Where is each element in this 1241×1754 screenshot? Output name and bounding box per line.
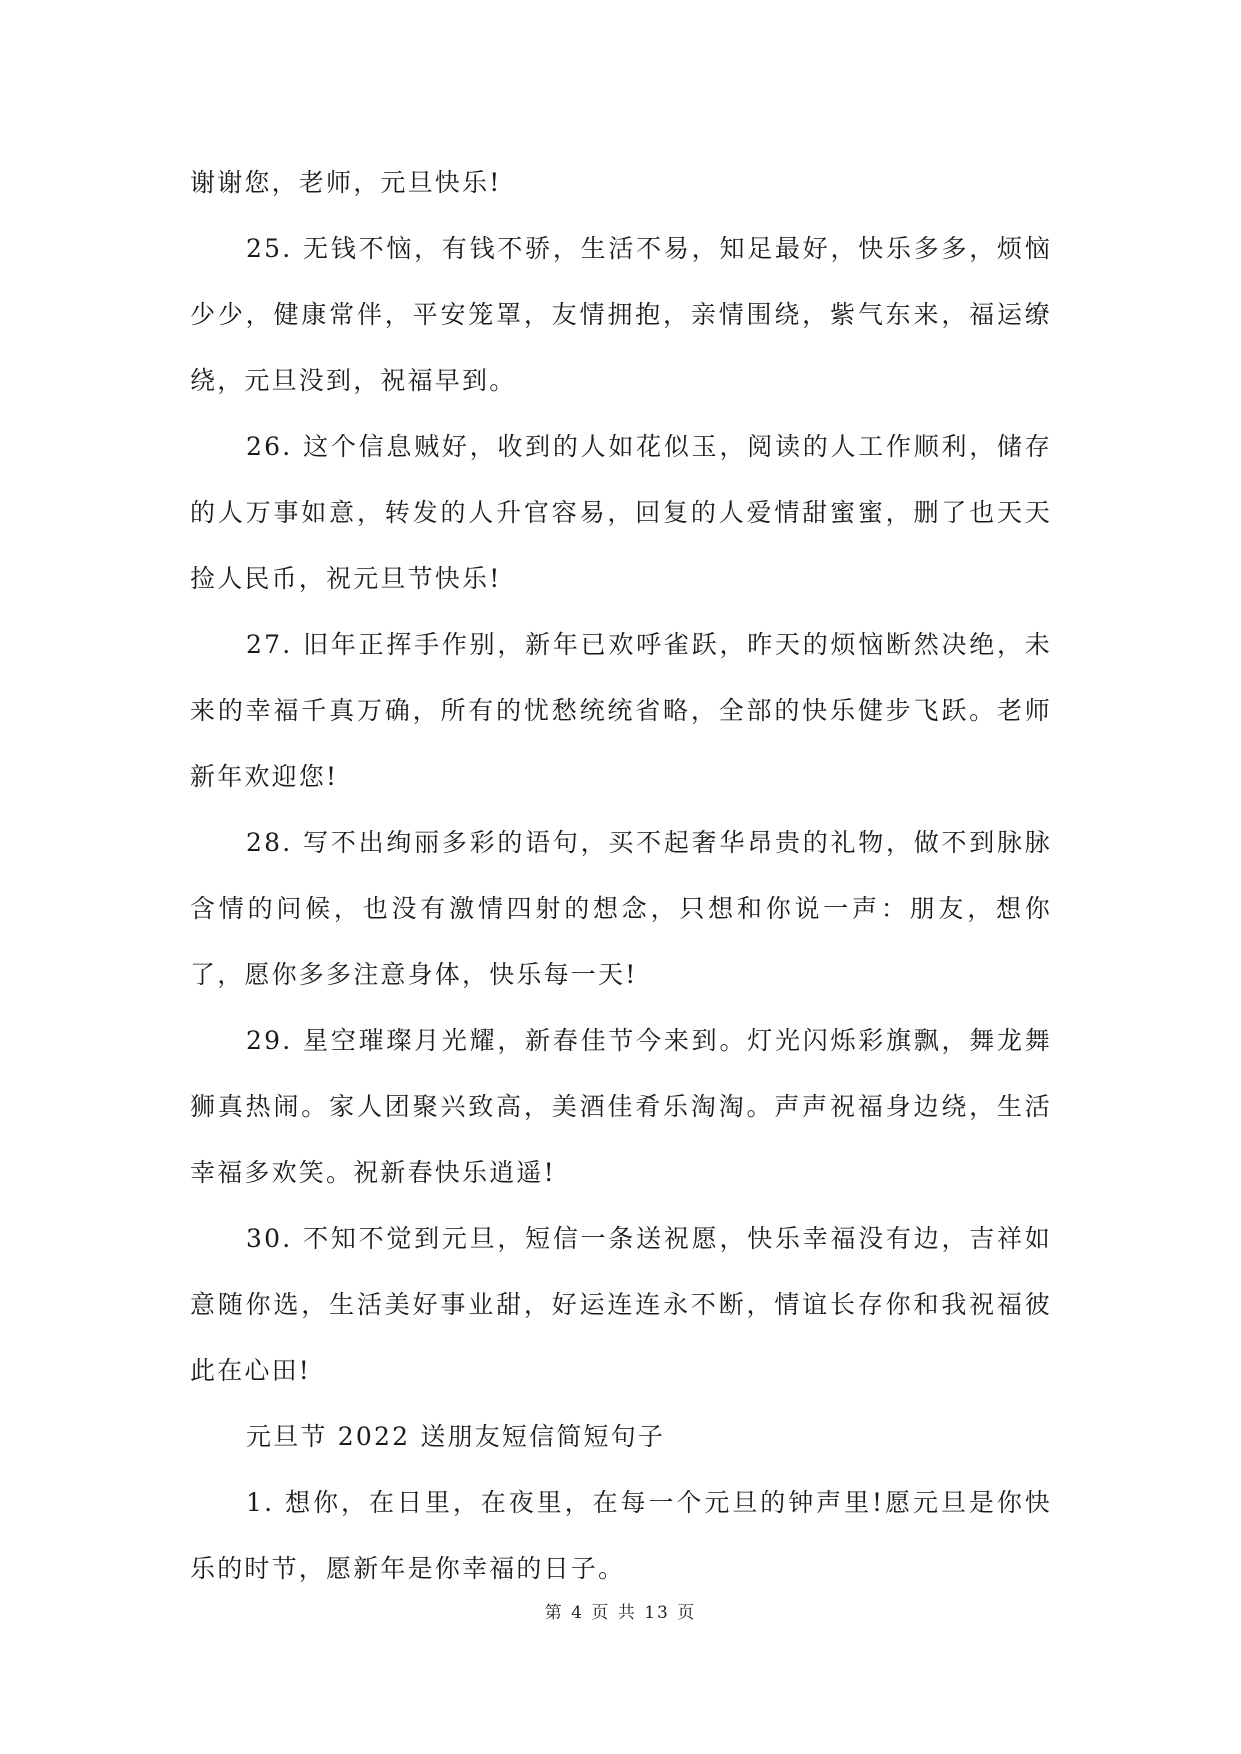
paragraph-item-29: 29. 星空璀璨月光耀，新春佳节今来到。灯光闪烁彩旗飘，舞龙舞狮真热闹。家人团聚兴致高，美酒佳肴乐淘淘。声声祝福身边绕，生活幸福多欢笑。祝新春快乐逍遥!: [190, 1026, 1052, 1187]
paragraph-continuation: 谢谢您，老师，元旦快乐!: [190, 168, 502, 197]
paragraph-item-25: 25. 无钱不恼，有钱不骄，生活不易，知足最好，快乐多多，烦恼少少，健康常伴，平安笼罩，友情拥抱，亲情围绕，紫气东来，福运缭绕，元旦没到，祝福早到。: [190, 234, 1052, 395]
paragraph-item-27: 27. 旧年正挥手作别，新年已欢呼雀跃，昨天的烦恼断然决绝，未来的幸福千真万确，所有的忧愁统统省略，全部的快乐健步飞跃。老师新年欢迎您!: [190, 630, 1052, 791]
page-number-footer: 第 4 页 共 13 页: [544, 1603, 697, 1623]
section-heading: 元旦节 2022 送朋友短信简短句子: [246, 1422, 666, 1451]
paragraph-item-28: 28. 写不出绚丽多彩的语句，买不起奢华昂贵的礼物，做不到脉脉含情的问候，也没有激情四射的想念，只想和你说一声：朋友，想你了，愿你多多注意身体，快乐每一天!: [190, 828, 1052, 989]
paragraph-item-1: 1. 想你，在日里，在夜里，在每一个元旦的钟声里!愿元旦是你快乐的时节，愿新年是你幸福的日子。: [190, 1488, 1052, 1583]
document-body: [190, 150, 1052, 1602]
paragraph-item-30: 30. 不知不觉到元旦，短信一条送祝愿，快乐幸福没有边，吉祥如意随你选，生活美好事业甜，好运连连永不断，情谊长存你和我祝福彼此在心田!: [190, 1224, 1052, 1385]
paragraph-item-26: 26. 这个信息贼好，收到的人如花似玉，阅读的人工作顺利，储存的人万事如意，转发的人升官容易，回复的人爱情甜蜜蜜，删了也天天捡人民币，祝元旦节快乐!: [190, 432, 1052, 593]
